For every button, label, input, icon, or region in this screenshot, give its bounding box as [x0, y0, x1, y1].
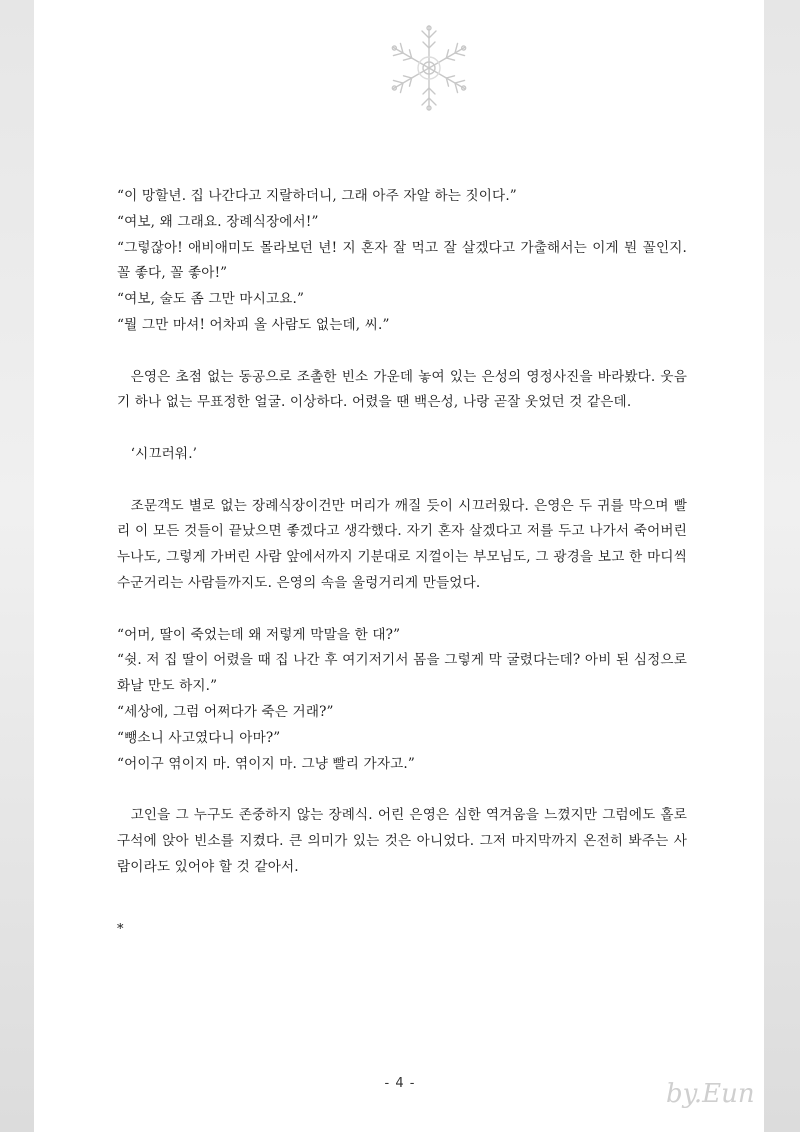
- dialogue-line: “그렇잖아! 애비애미도 몰라보던 년! 지 혼자 잘 먹고 잘 살겠다고 가출해서는 이게 뭔 꼴인지. 꼴 좋다, 꼴 좋아!”: [117, 239, 687, 282]
- narration-paragraph: 은영은 초점 없는 동공으로 조촐한 빈소 가운데 놓여 있는 은성의 영정사진을 바라봤다. 웃음기 하나 없는 무표정한 얼굴. 이상하다. 어렸을 땐 백은성, 나랑 곧잘 웃었던 것 같은데.: [117, 368, 687, 411]
- signature-logo: [660, 1060, 770, 1120]
- page-number: - 4 -: [384, 1076, 416, 1091]
- narration-paragraph: 고인을 그 누구도 존중하지 않는 장례식. 어린 은영은 심한 역겨움을 느꼈지만 그럼에도 홀로 구석에 앉아 빈소를 지켰다. 큰 의미가 있는 것은 아니었다. 그저 마지막까지 온전히 봐주는 사람이라도 있어야 할 것 같아서.: [117, 807, 687, 875]
- dialogue-line: “뭘 그만 마셔! 어차피 올 사람도 없는데, 씨.”: [117, 316, 390, 333]
- right-margin-panel: [764, 0, 800, 1132]
- story-text: [117, 184, 687, 881]
- dialogue-line: “어머, 딸이 죽었는데 왜 저렇게 막말을 한 대?”: [117, 626, 401, 643]
- dialogue-line: “여보, 왜 그래요. 장례식장에서!”: [117, 213, 319, 230]
- signature-text: by.Eun: [666, 1079, 755, 1109]
- narration-paragraph: 조문객도 별로 없는 장례식장이건만 머리가 깨질 듯이 시끄러웠다. 은영은 두 귀를 막으며 빨리 이 모든 것들이 끝났으면 좋겠다고 생각했다. 자기 혼자 살겠다고 저를 두고 나가서 죽어버린 누나도, 그렇게 가버린 사람 앞에서까지 기분대로 지껄이는 부모님도, 그 광경을 보고 한 마디씩 수군거리는 사람들까지도. 은영의 속을 울렁거리게 만들었다.: [117, 497, 687, 591]
- snowflake-icon: [379, 18, 479, 118]
- section-break: *: [117, 922, 124, 937]
- dialogue-line: “쉿. 저 집 딸이 어렸을 때 집 나간 후 여기저기서 몸을 그렇게 막 굴렸다는데? 아비 된 심정으로 화날 만도 하지.”: [117, 652, 687, 695]
- dialogue-line: “여보, 술도 좀 그만 마시고요.”: [117, 291, 305, 308]
- dialogue-line: “어이구 엮이지 마. 엮이지 마. 그냥 빨리 가자고.”: [117, 755, 415, 772]
- dialogue-line: “뺑소니 사고였다니 아마?”: [117, 729, 281, 746]
- dialogue-line: “이 망할년. 집 나간다고 지랄하더니, 그래 아주 자알 하는 짓이다.”: [117, 188, 517, 204]
- dialogue-line: “세상에, 그럼 어쩌다가 죽은 거래?”: [117, 703, 334, 720]
- thought-line: ‘시끄러워.’: [130, 445, 198, 462]
- left-margin-panel: [0, 0, 34, 1132]
